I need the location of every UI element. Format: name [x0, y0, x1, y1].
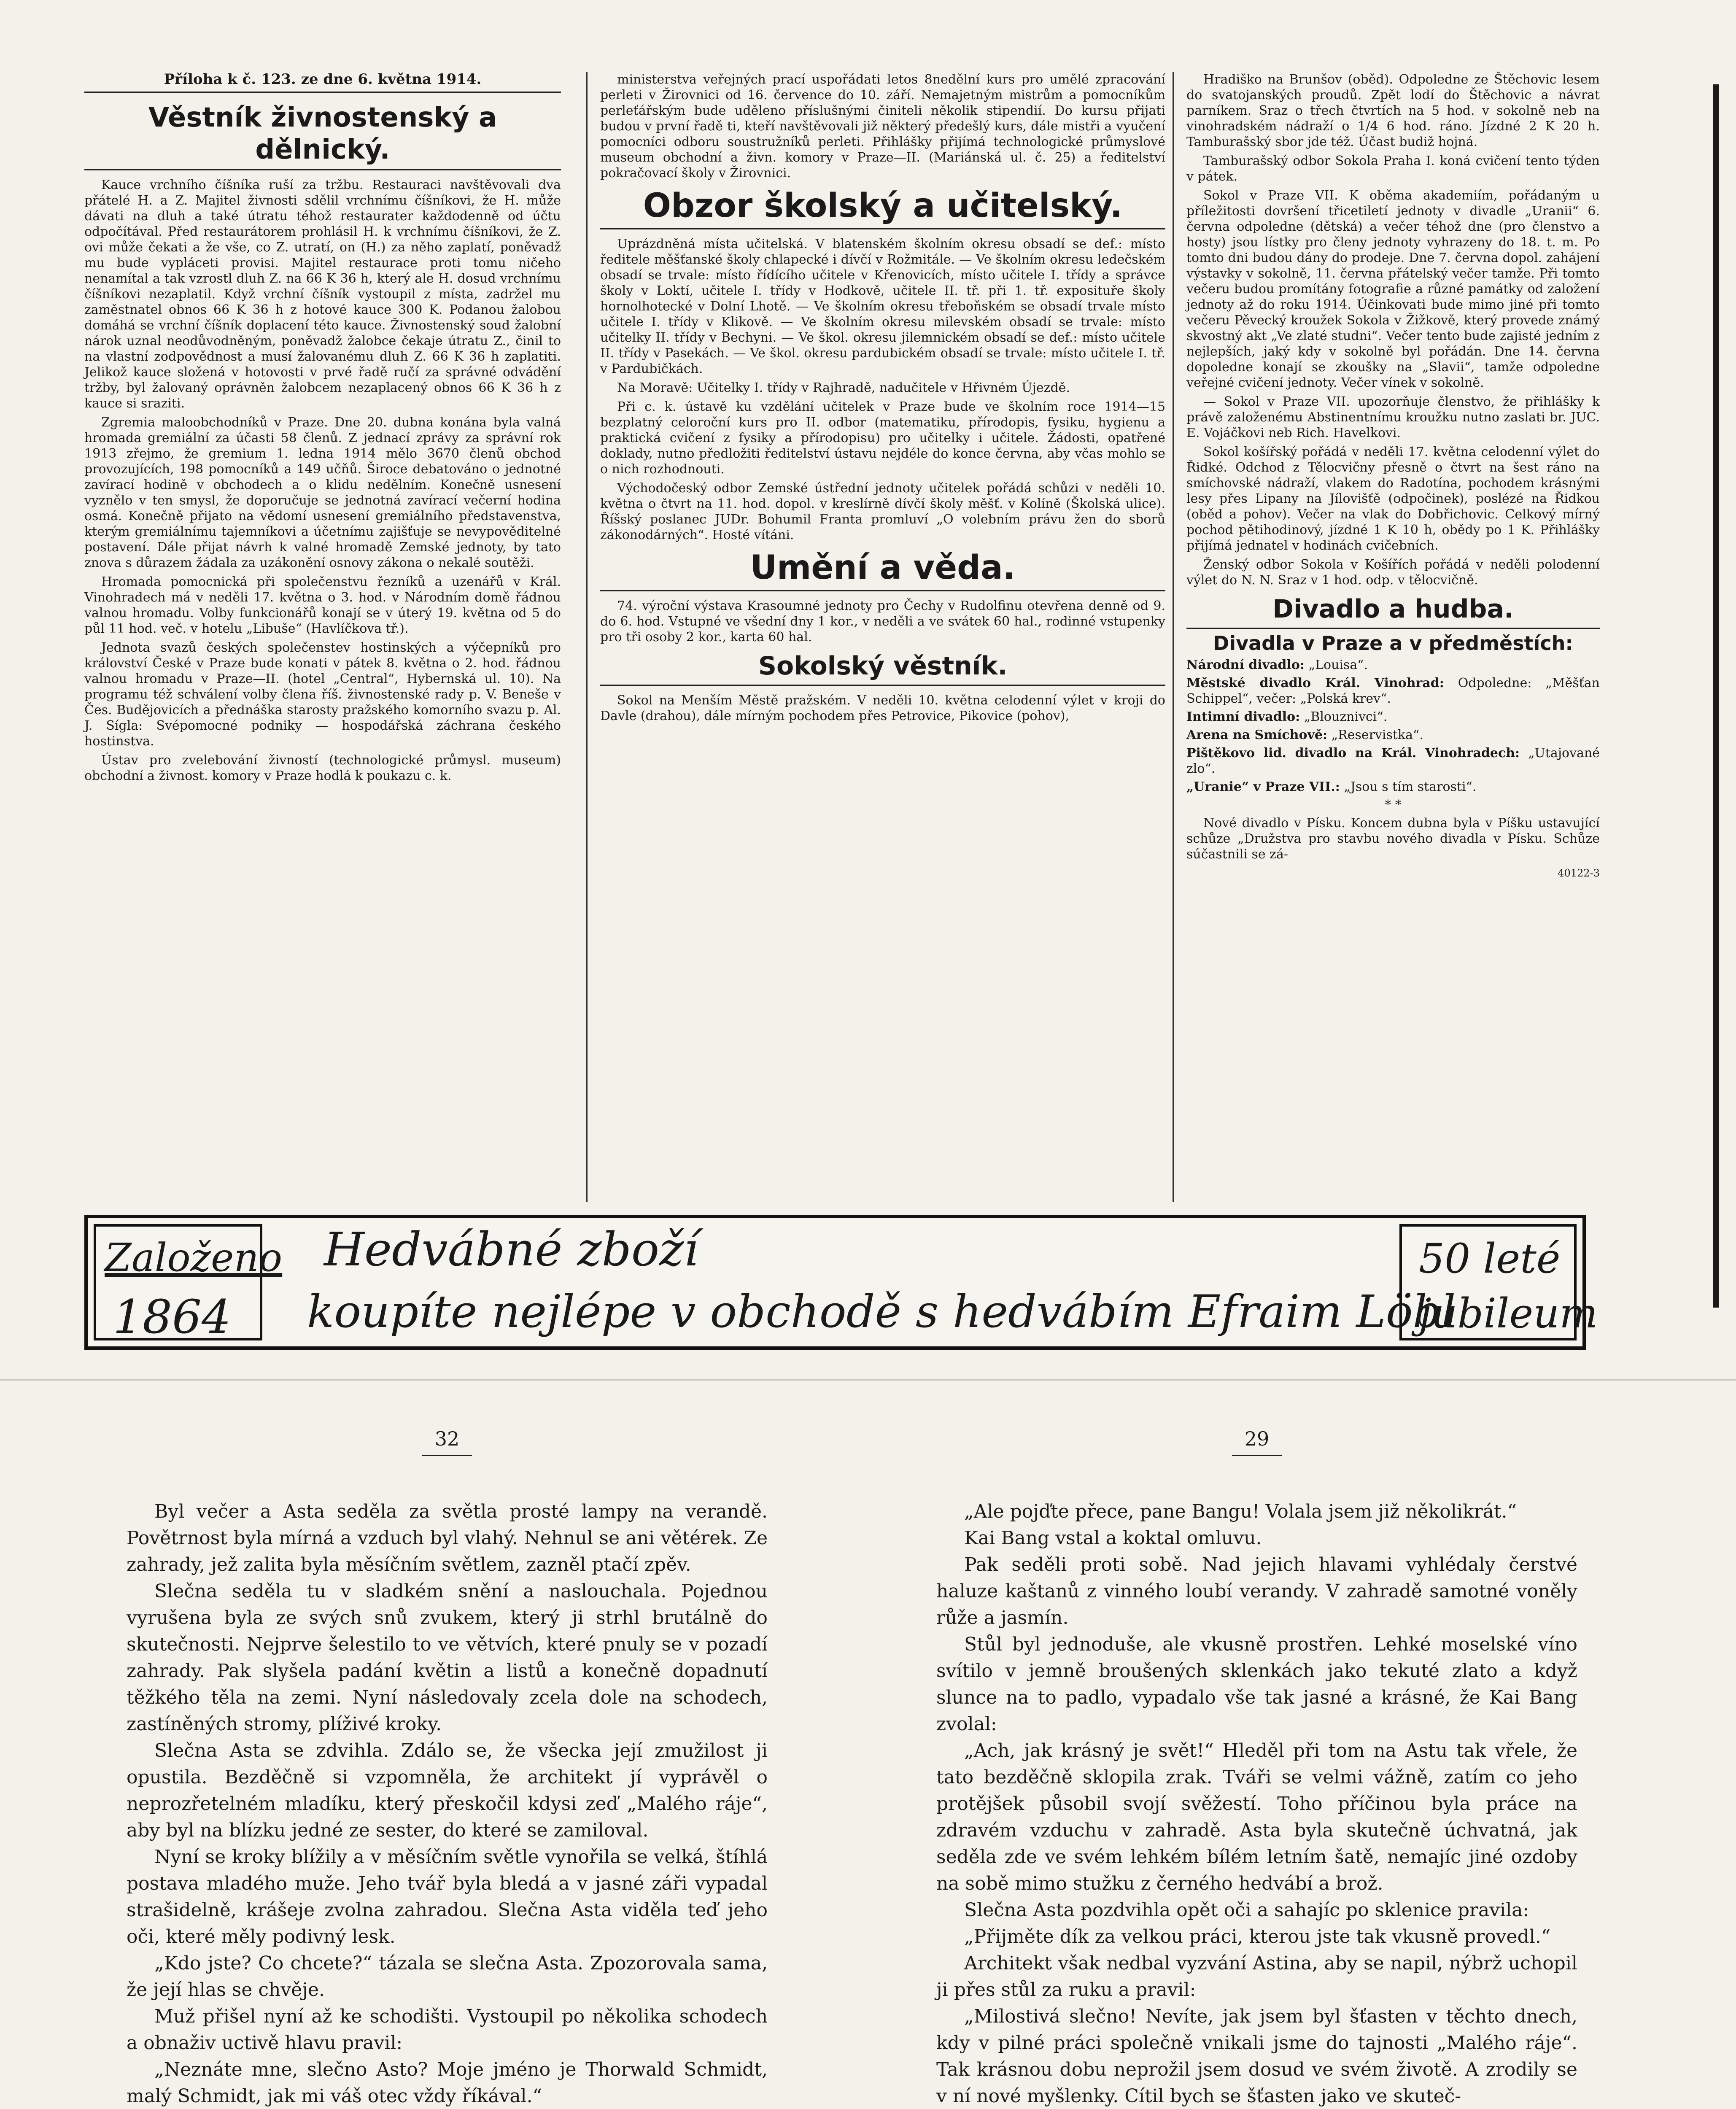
story-paragraph: Nyní se kroky blížily a v měsíčním světle vynořila se velká, štíhlá postava mladého muže. Jeho tvář byla bledá a v jasné záři vypadal strašidelně, krášeje zvolna zahradou. Slečna Asta viděla teď jeho oči, které měly podivný lesk. [127, 1846, 768, 1947]
theatre-listing [1186, 779, 1600, 795]
theatre-venue: Městské divadlo Král. Vinohrad: [1186, 676, 1444, 690]
article-paragraph: Uprázdněná místa učitelská. V blatenském školním okresu obsadí se def.: místo ředitele měšťanské školy chlapecké i dívčí v Rožmitále. — Ve školním okresu ledečském obsadí se trvale: místo řídícího učitele v Křenovicích, místo učitele I. třídy a správce školy v Loktí, učitele I. třídy v Hodkově, učitele II. tř. při 1. tř. exposituře školy hornolhotecké v Dolní Lhotě. — Ve školním okresu třeboňském se obsadí trvale místo učitele I. třídy v Klikově. — Ve školním okresu milevském obsadí se trvale: místo učitelky II. třídy v Bechyni. — Ve škol. okresu jilemnickém obsadí se def.: místo učitele II. třídy v Pasekách. — Ve škol. okresu pardubickém obsadí se trvale: místo učitele I. tř. v Pardubičkách. [600, 237, 1165, 376]
article-paragraph: 74. výroční výstava Krasoumné jednoty pro Čechy v Rudolfinu otevřena denně od 9. do 6. hod. Vstupné ve všední dny 1 kor., v neděli a ve svátek 60 hal., rodinné vstupenky pro tři osoby 2 kor., karta 60 hal. [600, 599, 1165, 645]
theatre-venue: Národní divadlo: [1186, 658, 1305, 672]
ad-tagline: koupíte nejlépe v obchodě s hedvábím Efraim Löbl [307, 1286, 1456, 1338]
article-paragraph: — Sokol v Praze VII. upozorňuje členstvo, že přihlášky k právě založenému Abstinentnímu kroužku nutno zaslati br. JUC. E. Vojáčkovi neb Rich. Havelkovi. [1186, 394, 1600, 440]
separator-asterisks: * * [1385, 798, 1402, 812]
theatre-venue: Intimní divadlo: [1186, 709, 1300, 724]
theatre-show: „Utajované zlo“. [1186, 746, 1600, 776]
sokol-heading: Sokolský věstník. [600, 651, 1165, 686]
page-fold-divider [0, 1379, 1736, 1381]
story-paragraph: Muž přišel nyní až ke schodišti. Vystoupil po několika schodech a obnaživ uctivě hlavu pravil: [127, 2006, 768, 2054]
article-paragraph: Na Moravě: Učitelky I. třídy v Rajhradě, nadučitele v Hřivném Újezdě. [617, 380, 1070, 395]
theatre-listing [1186, 675, 1600, 707]
theatre-venue: Arena na Smíchově: [1186, 728, 1328, 742]
jubilee-label: jubileum [1419, 1290, 1598, 1337]
article-paragraph: Hradiško na Brunšov (oběd). Odpoledne ze Štěchovic lesem do svatojanských proudů. Zpět lodí do Štěchovic a návrat parníkem. Sraz o třech čtvrtích na 5 hod. v sokolně neb na vinohradském nádraží o 1/4 6 hod. ráno. Jízdné 2 K 20 h. Tamburašský sbor jde též. Účast budiž hojná. [1186, 72, 1600, 149]
school-heading: Obzor školský a učitelský. [600, 187, 1165, 229]
article-paragraph: Sokol v Praze VII. K oběma akademiím, pořádaným u příležitosti dovršení třicetiletí jednoty v divadle „Uranii“ 6. června odpoledne (dětská) a večer téhož dne (pro členstvo a hosty) jsou lístky pro členy jednoty vyhrazeny do 18. t. m. Po tomto dni budou dány do prodeje. Dne 7. června dopol. zahájení výstavky v sokolně, 11. června přátelský večer tamže. Při tomto večeru budou promítány fotografie a různé památky od založení jednoty až do roku 1914. Účinkovati bude mimo jiné při tomto večeru Pěvecký kroužek Sokola v Žižkově, který provede známý skvostný akt „Ve zlaté studni“. Večer tento bude zajisté jedním z nejlepších, jaký kdy v sokolně byl pořádán. Dne 14. června dopoledne konají se zkoušky na „Slavii“, tamže odpoledne veřejné cvičení jednoty. Večer vínek v sokolně. [1186, 188, 1600, 390]
theatre-venue: Pištěkovo lid. divadlo na Král. Vinohradech: [1186, 746, 1520, 761]
binding-edge [1713, 84, 1719, 1308]
theatre-show: „Reservistka“. [1331, 728, 1423, 742]
book-page-right [936, 1426, 1577, 2109]
trade-heading: Věstník živnostenský a dělnický. [84, 102, 561, 170]
theatre-venue: „Uranie“ v Praze VII.: [1186, 779, 1340, 794]
page-number-text: 32 [422, 1426, 472, 1456]
story-paragraph: Stůl byl jednoduše, ale vkusně prostřen. Lehké moselské víno svítilo v jemně broušených sklenkách jako tekuté zlato a když slunce na to padlo, vypadalo vše tak jasné a krásné, že Kai Bang zvolal: [936, 1634, 1577, 1735]
story-paragraph: „Neznáte mne, slečno Asto? Moje jméno je Thorwald Schmidt, malý Schmidt, jak mi váš otec vždy říkával.“ [127, 2059, 768, 2107]
article-paragraph: Sokol na Menším Městě pražském. V neděli 10. května celodenní výlet v kroji do Davle (drahou), dále mírným pochodem přes Petrovice, Pikovice (pohov), [600, 693, 1165, 723]
page-number [127, 1426, 768, 1456]
column-school-art [586, 72, 1165, 1202]
theatre-listing [1186, 709, 1600, 725]
theatre-listing [1186, 727, 1600, 743]
article-paragraph: ministerstva veřejných prací uspořádati letos 8nedělní kurs pro umělé zpracování perleti v Žirovnici od 16. července do 10. září. Nemajetným mistrům a pomocníkům perleťářským bude uděleno příslušnými činiteli několik stipendií. Do kursu přijati budou v první řadě ti, kteří navštěvovali již některý předešlý kurs, dále mistři a vyučení pomocníci odboru soustružníků perleti. Přihlášky přijímá technologické průmyslové museum obchodní a živn. komory v Praze—II. (Mariánská ul. č. 25) a ředitelství pokračovací školy v Žirovnici. [600, 72, 1165, 181]
founded-label: Založeno [105, 1235, 283, 1280]
jubilee-badge [1399, 1224, 1598, 1340]
founded-year: 1864 [113, 1290, 231, 1344]
article-paragraph: Východočeský odbor Zemské ústřední jednoty učitelek pořádá schůzi v neděli 10. května o čtvrt na 11. hod. dopol. v kreslírně dívčí školy měšť. v Kolíně (Školská ulice). Říšský poslanec JUDr. Bohumil Franta promluví „O volebním právu žen do sborů zákonodárných“. Hosté vítáni. [600, 481, 1165, 542]
article-paragraph: Sokol košířský pořádá v neděli 17. května celodenní výlet do Řidké. Odchod z Tělocvičny přesně o čtvrt na šest ráno na smíchovské nádraží, vlakem do Radotína, pochodem krásnými lesy přes Lipany na Jílovišťě (odpočinek), poslézé na Řidkou (oběd a pohov). Večer na vlak do Dobřichovic. Celkový mírný pochod pětihodinový, jízdné 1 K 10 h, obědy po 1 K. Přihlášky přijímá jednatel v hodinách cvičebních. [1186, 445, 1600, 553]
story-paragraph: „Ach, jak krásný je svět!“ Hleděl při tom na Astu tak vřele, že tato bezděčně sklopila zrak. Tváři se velmi vážně, zatím co jeho protějšek působil svojí svěžestí. Toho příčinou byla práce na zdravém vzduchu v zahradě. Asta byla skutečně úchvatná, jak seděla zde ve svém lehkém bílém letním šatě, nemajíc jiné ozdoby na sobě mimo stužku z černého hedvábí a brož. [936, 1740, 1577, 1894]
story-paragraph: Slečna Asta se zdvihla. Zdálo se, že všecka její zmužilost ji opustila. Bezděčně si vzpomněla, že architekt jí vyprávěl o neprozřetelném mladíku, který přeskočil kdysi zeď „Malého ráje“, aby byl na blízku jedné ze sester, do které se zamiloval. [127, 1740, 768, 1841]
article-paragraph: Jednota svazů českých společenstev hostinských a výčepníků pro království České v Praze bude konati v pátek 8. května o 2. hod. řádnou valnou hromadu v Praze—II. (hotel „Central“, Hybernská ul. 10). Na programu též schválení volby člena říš. živnostenské rady p. V. Beneše v Čes. Budějovicích a přednáška starosty pražského komorního svazu p. Al. J. Sígla: Svépomocné podniky — hospodářská záchrana českého hostinstva. [84, 640, 561, 749]
page-number [936, 1426, 1577, 1456]
theatre-subheading: Divadla v Praze a v předměstích: [1213, 632, 1573, 655]
jubilee-years: 50 leté [1419, 1235, 1561, 1282]
article-paragraph: Tamburašský odbor Sokola Praha I. koná cvičení tento týden v pátek. [1186, 154, 1600, 184]
story-paragraph: Slečna seděla tu v sladkém snění a naslouchala. Pojednou vyrušena byla ze svých snů zvukem, který ji strhl brutálně do skutečnosti. Nejprve šelestilo to ve větvích, které pnuly se v pozadí zahrady. Pak slyšela padání květin a listů a konečně dopadnutí těžkého těla na zemi. Nyní následovaly zcela dole na schodech, zastíněných stromy, plíživé kroky. [127, 1580, 768, 1735]
story-paragraph: „Ale pojďte přece, pane Bangu! Volala jsem již několikrát.“ [964, 1501, 1517, 1522]
story-paragraph: „Přijměte dík za velkou práci, kterou jste tak vkusně provedl.“ [964, 1926, 1551, 1947]
story-paragraph: „Milostivá slečno! Nevíte, jak jsem byl šťasten v těchto dnech, kdy v pilné práci společně vnikali jsme do tajnosti „Malého ráje“. Tak krásnou dobu neprožil jsem dosud ve svém životě. A zrodily se v ní nové myšlenky. Cítil bych se šťasten jako ve skuteč- [936, 2006, 1577, 2107]
article-paragraph: Zgremia maloobchodníků v Praze. Dne 20. dubna konána byla valná hromada gremiální za účasti 58 členů. Z jednací zprávy za správní rok 1913 zřejmo, že gremium 1. ledna 1914 mělo 3670 členů obchod provozujících, 198 pomocníků a 149 učňů. Široce debatováno o jednotné zavírací hodině v obchodech a o klidu nedělním. Konečně usnesení vyznělo v ten smysl, že doporučuje se jednotná zavírací večerní hodina osmá. Konečně přijato na vědomí usnesení gremiálního představenstva, kterým gremiálnímu tajemníkovi a účetnímu zajišťuje se nevypověditelné postavení. Dále přijat návrh k valné hromadě Zemské jednoty, by tato znova s důrazem žádala za uzákonění osnovy zákona o nekalé soutěži. [84, 415, 561, 570]
article-paragraph: Nové divadlo v Písku. Koncem dubna byla v Píšku ustavující schůze „Družstva pro stavbu nového divadla v Písku. Schůze súčastnili se zá- [1186, 816, 1600, 862]
article-paragraph: Ústav pro zvelebování živností (technologické průmysl. museum) obchodní a živnost. komory v Praze hodlá k poukazu c. k. [84, 753, 561, 783]
founded-badge [94, 1224, 283, 1344]
theatre-show: „Louisa“. [1308, 658, 1368, 672]
story-paragraph: Architekt však nedbal vyzvání Astina, aby se napil, nýbrž uchopil ji přes stůl za ruku a pravil: [936, 1953, 1577, 2001]
story-paragraph: Byl večer a Asta seděla za světla prosté lampy na verandě. Povětrnost byla mírná a vzduch byl vlahý. Nehnul se ani větérek. Ze zahrady, jež zalita byla měsíčním světlem, zazněl ptačí zpěv. [127, 1501, 768, 1575]
theatre-show: „Jsou s tím starosti“. [1344, 779, 1477, 794]
article-paragraph: Ženský odbor Sokola v Košířích pořádá v neděli polodenní výlet do N. N. Sraz v 1 hod. odp. v tělocvičně. [1186, 557, 1600, 588]
theatre-show: „Blouznivci“. [1304, 709, 1388, 724]
column-trade-news [84, 72, 561, 1202]
supplement-line: Příloha k č. 123. ze dne 6. května 1914. [84, 72, 561, 93]
reference-code: 40122-3 [1558, 867, 1600, 879]
story-paragraph: Kai Bang vstal a koktal omluvu. [964, 1527, 1262, 1549]
book-page-left [127, 1426, 768, 2109]
page-number-text: 29 [1232, 1426, 1282, 1456]
article-paragraph: Při c. k. ústavě ku vzdělání učitelek v Praze bude ve školním roce 1914—15 bezplatný celoroční kurs pro II. odbor (matematiku, přírodopis, fysiku, hygienu a praktická cvičení z fysiky a přírodopisu) pro učitelky i učitele. Žádosti, opatřené doklady, nutno předložiti ředitelství ústavu nejdéle do konce června, aby včas mohlo se o nich rozhodnouti. [600, 399, 1165, 477]
story-paragraph: Slečna Asta pozdvihla opět oči a sahajíc po sklenice pravila: [964, 1899, 1529, 1921]
silk-shop-advertisement [84, 1215, 1598, 1350]
article-paragraph: Hromada pomocnická při společenstvu řezníků a uzenářů v Král. Vinohradech má v neděli 17. května o 3. hod. v Národním domě řádnou valnou hromadu. Volby funkcionářů konají se v úterý 19. května od 5 do půl 11 hod. več. v hotelu „Libuše“ (Havlíčkova tř.). [84, 574, 561, 636]
story-paragraph: „Kdo jste? Co chcete?“ tázala se slečna Asta. Zpozorovala sama, že její hlas se chvěje. [127, 1953, 768, 2001]
article-paragraph: Kauce vrchního číšníka ruší za tržbu. Restauraci navštěvovali dva přátelé H. a Z. Majitel živnosti sdělil vrchnímu číšníkovi, že H. může dávati na dluh a také útratu téhož restaurater každodenně od účtu odpočítával. Před restaurátorem prohlásil H. k vrchnímu číšníkovi, že Z. ovi může čekati a že vše, co Z. utratí, on (H.) za něho zaplatí, poněvadž mu bude vypláceti provisi. Majitel restaurace proti tomu ničeho nenamítal a tak vzrostl dluh Z. na 66 K 36 h, který ale H. dosud vrchnímu číšníkovi nezaplatil. Když vrchní číšník vystoupil z místa, zadržel mu zaměstnatel obnos 66 K 36 h z hotové kauce 300 K. Podanou žalobou domáhá se vrchní číšník doplacení této kauce. Živnostenský soud žalobní nárok uznal neodůvodněným, poněvadž žalobce čekaje útratu Z., činil to na vlastní zodpovědnost a musí žalovanému dluh Z. 66 K 36 h zaplatiti. Jelikož kauce složená v hotovosti v prvé řadě ručí za správné odvádění tržby, byl žalovaný oprávněn žalobcem nezaplacený obnos 66 K 36 h z kauce si sraziti. [84, 178, 561, 411]
theatre-show: Odpoledne: „Měšťan Schippel“, večer: „Polská krev“. [1186, 676, 1600, 706]
story-paragraph: Pak seděli proti sobě. Nad jejich hlavami vyhlédaly čerstvé haluze kaštanů z vinného loubí verandy. V zahradě samotné voněly růže a jasmín. [936, 1554, 1577, 1629]
column-sokol-theatre [1173, 72, 1600, 1202]
art-heading: Umění a věda. [600, 549, 1165, 591]
newspaper-page [84, 71, 1600, 1202]
theatre-listing [1186, 657, 1600, 673]
ad-headline: Hedvábné zboží [324, 1222, 699, 1276]
theatre-heading: Divadlo a hudba. [1186, 594, 1600, 629]
theatre-listing [1186, 745, 1600, 777]
